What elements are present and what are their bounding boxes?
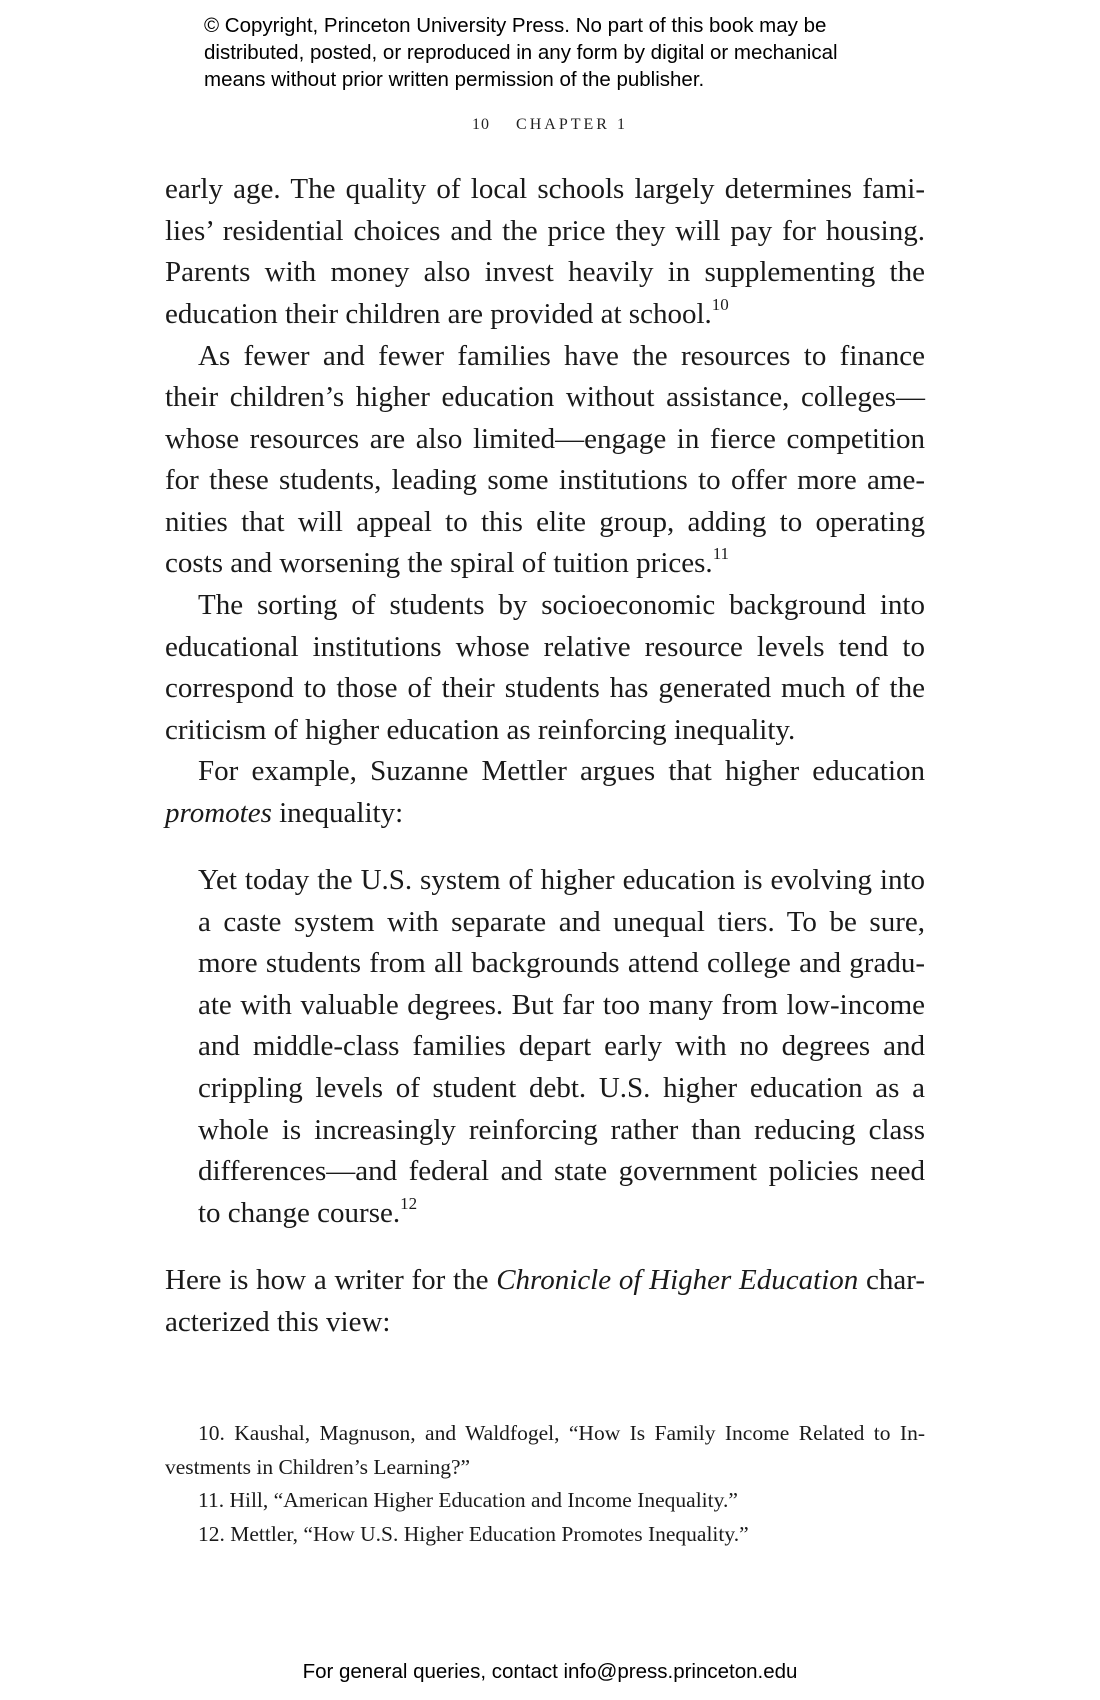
text-line: whose resources are also limited—engage in fierce competition	[165, 422, 925, 455]
quote-line: a caste system with separate and unequal tiers. To be sure,	[198, 905, 925, 938]
footnote-12: 12. Mettler, “How U.S. Higher Education Promotes Inequality.”	[198, 1521, 749, 1546]
footnote-ref[interactable]: 10	[711, 294, 729, 314]
paragraph	[165, 585, 925, 751]
block-quote	[198, 860, 925, 1234]
quote-line	[198, 1193, 925, 1235]
text-line: criticism of higher education as reinforcing inequality.	[165, 713, 796, 746]
quote-line: and middle-class families depart early with no degrees and	[198, 1030, 925, 1063]
paragraph	[165, 336, 925, 586]
footnote-ref[interactable]: 11	[712, 544, 730, 564]
text-line	[165, 793, 925, 835]
text-span: Here is how a writer for the	[165, 1264, 497, 1296]
quote-line: crippling levels of student debt. U.S. higher education as a	[198, 1071, 925, 1104]
text-span: education their children are provided at school.	[165, 297, 712, 330]
copyright-line: means without prior written permission of the publisher.	[204, 68, 705, 91]
quote-line: differences—and federal and state government policies need	[198, 1155, 925, 1188]
copyright-line: distributed, posted, or reproduced in any form by digital or mechanical	[204, 41, 838, 64]
text-line: Parents with money also invest heavily in supplementing the	[165, 256, 925, 289]
footnote-ref[interactable]: 12	[400, 1193, 418, 1213]
text-line: early age. The quality of local schools largely determines fami-	[165, 173, 925, 205]
paragraph	[165, 169, 925, 335]
italic-text: promotes	[165, 796, 272, 829]
quote-line: Yet today the U.S. system of higher education is evolving into	[198, 864, 925, 896]
text-line: for these students, leading some institutions to offer more ame-	[165, 464, 925, 497]
text-line	[165, 294, 925, 336]
text-line: lies’ residential choices and the price they will pay for housing.	[165, 214, 925, 247]
text-line: For example, Suzanne Mettler argues that higher education	[198, 755, 925, 787]
publication-title: Chronicle of Higher Education	[496, 1264, 859, 1296]
text-span: costs and worsening the spiral of tuition prices.	[165, 547, 713, 580]
text-span: inequality:	[271, 796, 404, 829]
quote-line: ate with valuable degrees. But far too many from low-income	[198, 988, 925, 1021]
page-number: 10	[472, 116, 491, 133]
copyright-notice	[204, 12, 924, 93]
text-span: char-	[858, 1264, 925, 1296]
quote-line: whole is increasingly reinforcing rather than reducing class	[198, 1113, 925, 1146]
footnote-10-cont: vestments in Children’s Learning?”	[165, 1454, 471, 1479]
text-line: correspond to those of their students has generated much of the	[165, 672, 925, 705]
footnotes	[165, 1417, 925, 1551]
text-span: to change course.	[198, 1196, 401, 1229]
text-line: educational institutions whose relative resource levels tend to	[165, 630, 925, 663]
copyright-line: © Copyright, Princeton University Press. No part of this book may be	[204, 14, 827, 37]
quote-line: more students from all backgrounds attend college and gradu-	[198, 947, 925, 980]
text-line: their children’s higher education without assistance, colleges—	[165, 381, 925, 414]
text-line: As fewer and fewer families have the resources to finance	[198, 339, 925, 372]
text-line: The sorting of students by socioeconomic background into	[198, 589, 925, 621]
chapter-label: CHAPTER 1	[516, 116, 628, 133]
footer-contact: For general queries, contact info@press.princeton.edu	[302, 1660, 798, 1683]
text-line: acterized this view:	[165, 1305, 391, 1338]
running-head	[0, 116, 1100, 134]
paragraph	[165, 751, 925, 834]
closing-paragraph	[165, 1260, 925, 1343]
footnote-11: 11. Hill, “American Higher Education and Income Inequality.”	[198, 1488, 738, 1512]
text-line	[165, 543, 925, 585]
text-line	[165, 1260, 925, 1302]
text-line: nities that will appeal to this elite group, adding to operating	[165, 505, 925, 538]
footnote-10: 10. Kaushal, Magnuson, and Waldfogel, “How Is Family Income Related to In-	[198, 1421, 925, 1445]
